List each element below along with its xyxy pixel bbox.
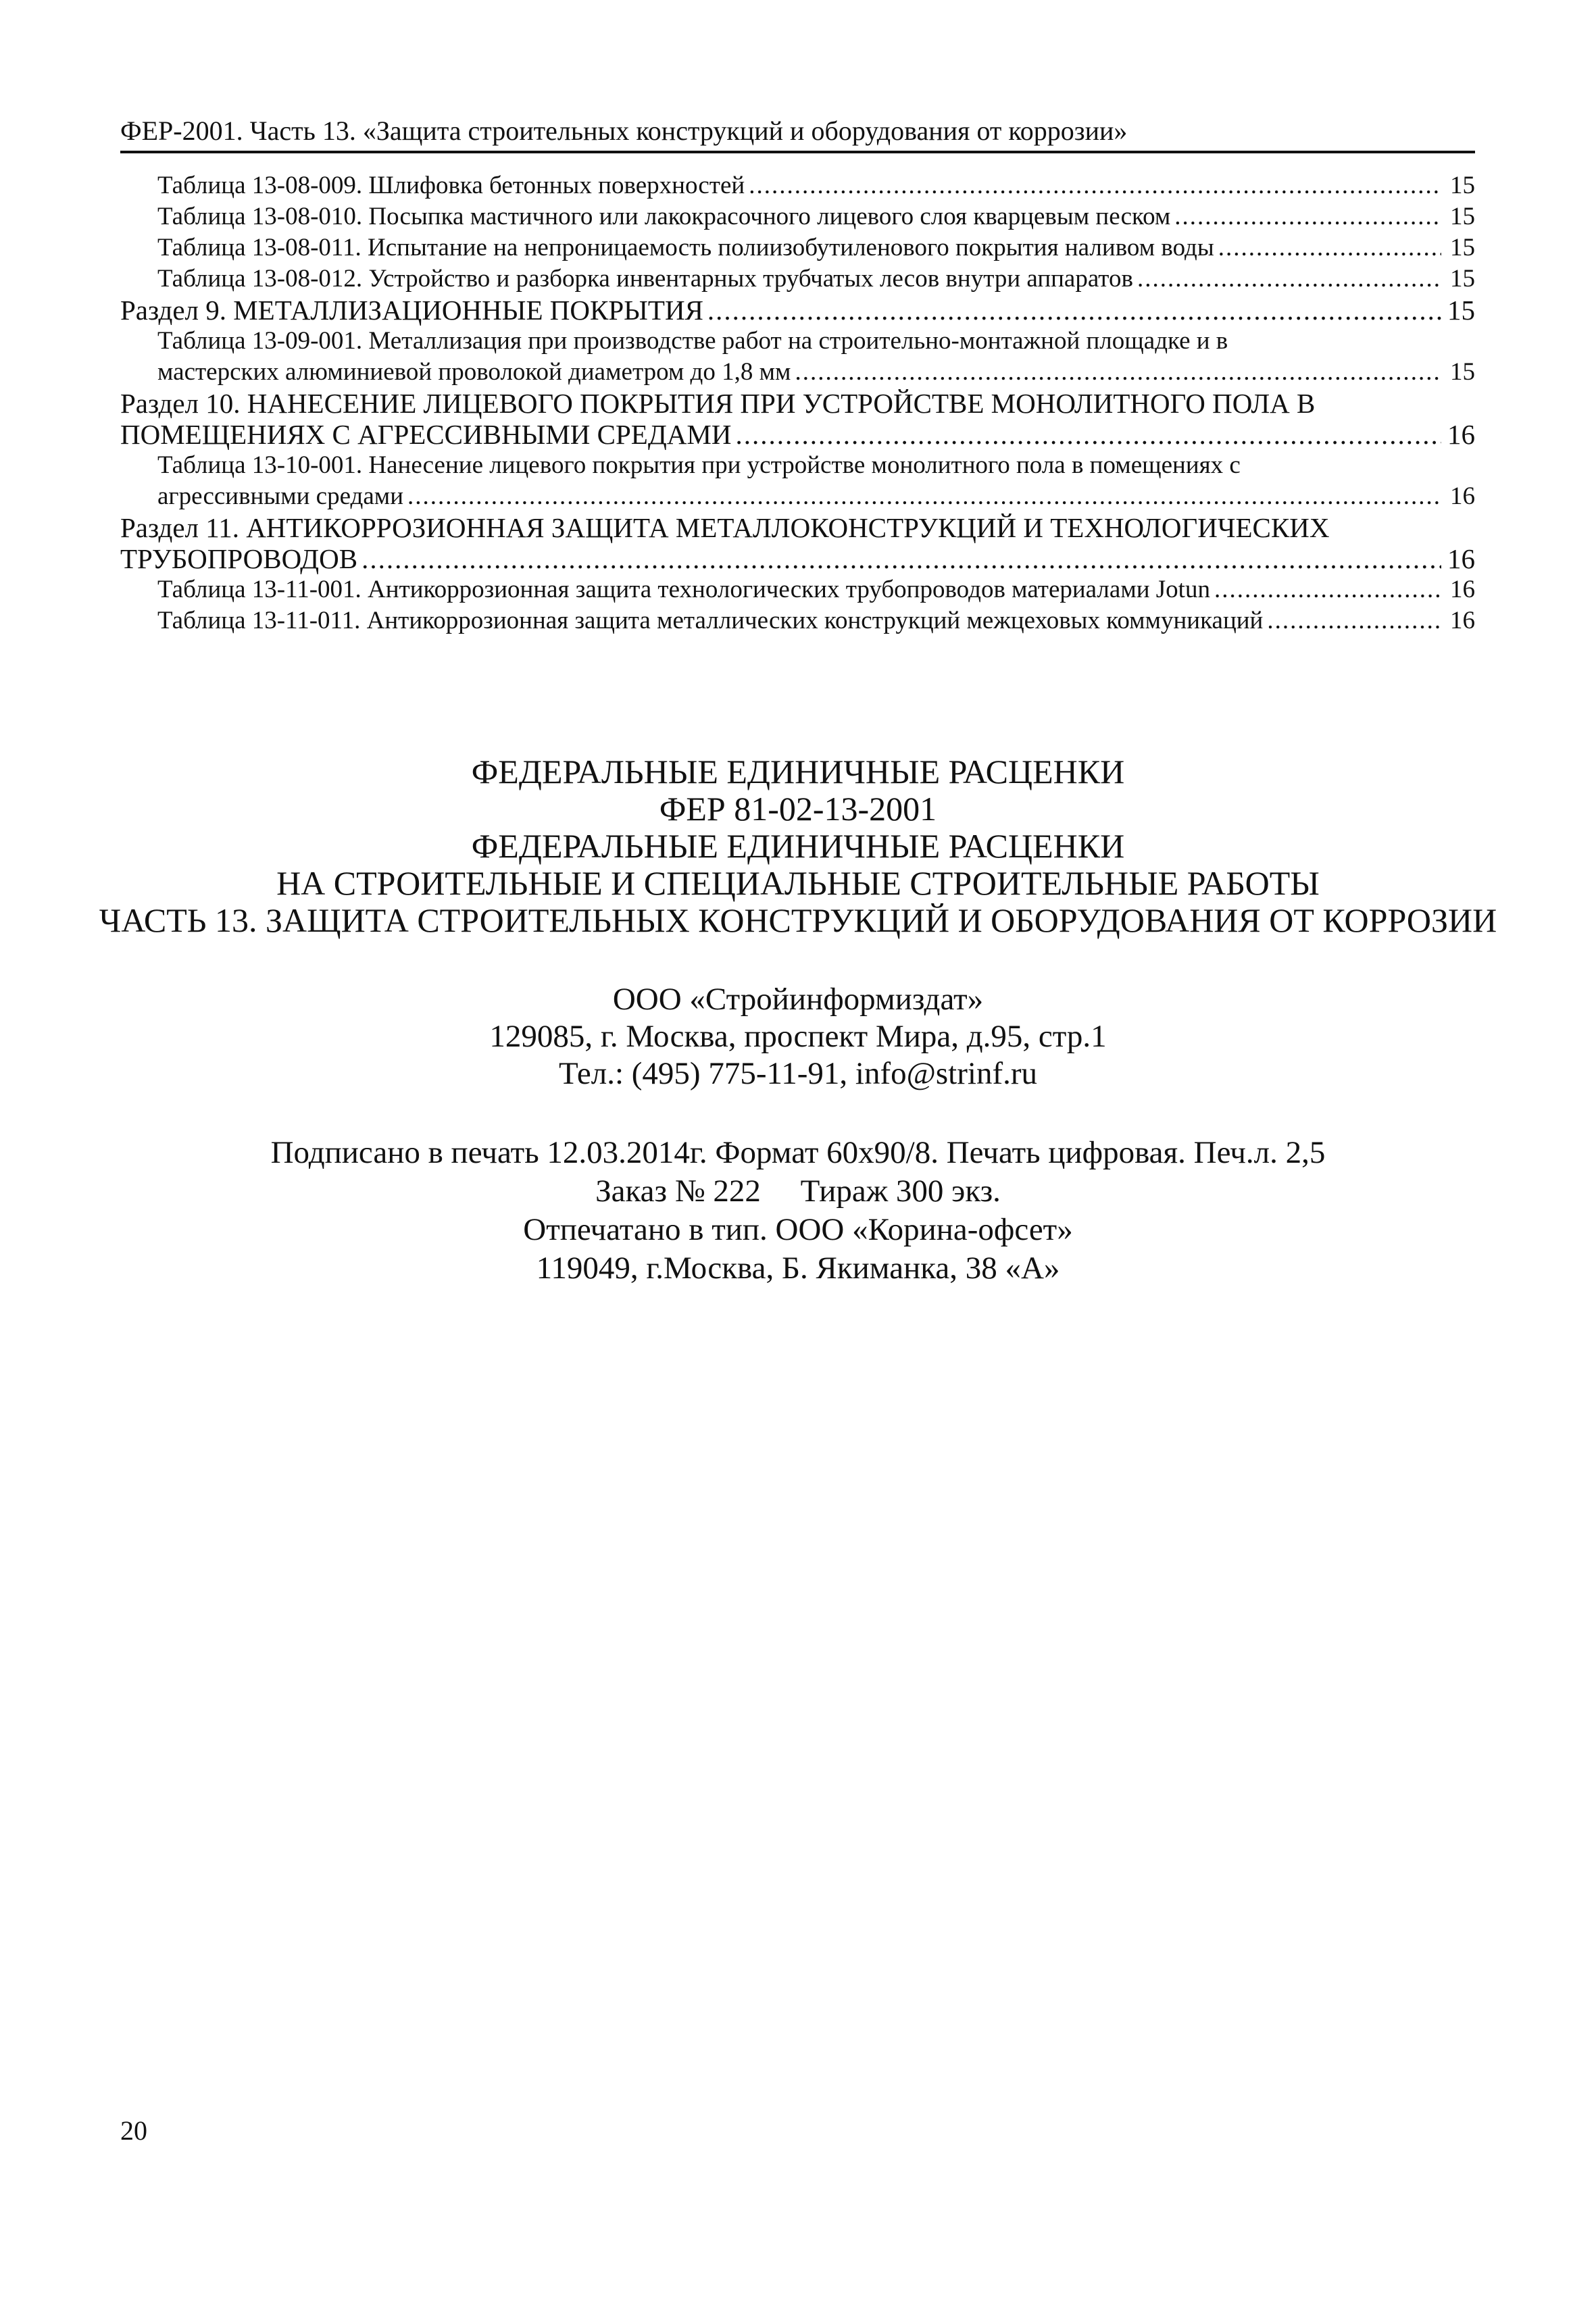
- toc-entry-text: Таблица 13-09-001. Металлизация при производстве работ на строительно-монтажной площадке и в: [157, 327, 1228, 355]
- toc-page-number: 15: [1450, 234, 1475, 261]
- toc-entry-row: [157, 574, 1475, 605]
- toc-entry-text: Таблица 13-08-009. Шлифовка бетонных поверхностей: [157, 172, 745, 199]
- toc-table-entry: [120, 574, 1475, 605]
- toc-entry-text: Таблица 13-11-001. Антикоррозионная защита технологических трубопроводов материалами Jotun: [157, 576, 1210, 603]
- toc-entry-row: [157, 263, 1475, 295]
- dot-leader: [749, 170, 1441, 201]
- toc-table-entry: [120, 263, 1475, 295]
- dot-leader: [407, 481, 1441, 512]
- title-line: ФЕДЕРАЛЬНЫЕ ЕДИНИЧНЫЕ РАСЦЕНКИ: [471, 827, 1125, 865]
- document-code: ФЕР 81-02-13-2001: [659, 790, 937, 828]
- toc-entry-text: Таблица 13-10-001. Нанесение лицевого покрытия при устройстве монолитного пола в помещениях с: [157, 451, 1241, 479]
- toc-page-number: 16: [1450, 607, 1475, 634]
- toc-entry-text: Таблица 13-08-010. Посыпка мастичного или лакокрасочного лицевого слоя кварцевым песком: [157, 203, 1171, 230]
- dot-leader: [1218, 232, 1441, 263]
- toc-page-number: 16: [1450, 482, 1475, 510]
- title-line: ФЕДЕРАЛЬНЫЕ ЕДИНИЧНЫЕ РАСЦЕНКИ: [471, 753, 1125, 790]
- toc-entry-row: [157, 605, 1475, 636]
- toc-entry-text: Таблица 13-11-011. Антикоррозионная защита металлических конструкций межцеховых коммуникаций: [157, 607, 1264, 634]
- toc-table-entry: [120, 170, 1475, 201]
- toc-entry-text: Раздел 11. АНТИКОРРОЗИОННАЯ ЗАЩИТА МЕТАЛЛОКОНСТРУКЦИЙ И ТЕХНОЛОГИЧЕСКИХ: [120, 512, 1330, 543]
- toc-entry-text: Раздел 10. НАНЕСЕНИЕ ЛИЦЕВОГО ПОКРЫТИЯ ПРИ УСТРОЙСТВЕ МОНОЛИТНОГО ПОЛА В: [120, 388, 1316, 419]
- toc-entry-text: мастерских алюминиевой проволокой диаметром до 1,8 мм: [157, 358, 791, 386]
- toc-table-entry: [120, 201, 1475, 232]
- toc-section-entry: [120, 388, 1475, 450]
- table-of-contents: [120, 170, 1475, 636]
- toc-entry-text: агрессивными средами: [157, 482, 404, 510]
- toc-table-entry: [120, 326, 1475, 388]
- toc-entry-row: [157, 232, 1475, 263]
- toc-section-entry: [120, 512, 1475, 574]
- toc-table-entry: [120, 450, 1475, 512]
- dot-leader: [1214, 574, 1441, 605]
- dot-leader: [707, 295, 1441, 326]
- running-header: ФЕР-2001. Часть 13. «Защита строительных конструкций и оборудования от коррозии»: [120, 116, 1128, 146]
- header-rule: [120, 151, 1475, 153]
- toc-page-number: 16: [1450, 576, 1475, 603]
- page-number: 20: [120, 2115, 147, 2146]
- dot-leader: [1174, 201, 1441, 232]
- title-line: НА СТРОИТЕЛЬНЫЕ И СПЕЦИАЛЬНЫЕ СТРОИТЕЛЬНЫЕ РАБОТЫ: [276, 864, 1320, 902]
- toc-entry-text: ПОМЕЩЕНИЯХ С АГРЕССИВНЫМИ СРЕДАМИ: [120, 419, 732, 450]
- dot-leader: [361, 543, 1441, 574]
- toc-entry-row: [157, 357, 1475, 388]
- dot-leader: [1137, 263, 1441, 295]
- toc-page-number: 15: [1447, 295, 1475, 326]
- publisher-contacts: Тел.: (495) 775-11-91, info@strinf.ru: [558, 1056, 1037, 1091]
- toc-entry-row: [120, 543, 1475, 574]
- dot-leader: [735, 419, 1441, 450]
- part-title: ЧАСТЬ 13. ЗАЩИТА СТРОИТЕЛЬНЫХ КОНСТРУКЦИЙ И ОБОРУДОВАНИЯ ОТ КОРРОЗИИ: [99, 901, 1497, 939]
- imprint-printer-address: 119049, г.Москва, Б. Якиманка, 38 «А»: [536, 1251, 1060, 1286]
- toc-entry-row: [157, 481, 1475, 512]
- publisher-block: [0, 981, 1596, 1092]
- toc-page-number: 15: [1450, 358, 1475, 386]
- toc-table-entry: [120, 605, 1475, 636]
- toc-entry-text: ТРУБОПРОВОДОВ: [120, 543, 358, 574]
- imprint-order: Заказ № 222 Тираж 300 экз.: [595, 1174, 1001, 1209]
- dot-leader: [795, 357, 1441, 388]
- imprint-block: [0, 1134, 1596, 1288]
- toc-entry-text: Таблица 13-08-011. Испытание на непроницаемость полиизобутиленового покрытия наливом воды: [157, 234, 1214, 261]
- imprint-signed: Подписано в печать 12.03.2014г. Формат 60х90/8. Печать цифровая. Печ.л. 2,5: [270, 1135, 1326, 1170]
- toc-table-entry: [120, 232, 1475, 263]
- toc-section-entry: [120, 295, 1475, 326]
- imprint-printed-by: Отпечатано в тип. ООО «Корина-офсет»: [523, 1212, 1073, 1247]
- publisher-name: ООО «Стройинформиздат»: [612, 982, 984, 1017]
- toc-entry-row: [157, 201, 1475, 232]
- toc-entry-row: [120, 295, 1475, 326]
- publisher-address: 129085, г. Москва, проспект Мира, д.95, стр.1: [489, 1019, 1107, 1054]
- dot-leader: [1267, 605, 1441, 636]
- toc-entry-text: Таблица 13-08-012. Устройство и разборка инвентарных трубчатых лесов внутри аппаратов: [157, 265, 1133, 293]
- toc-page-number: 16: [1447, 543, 1475, 574]
- toc-entry-text: Раздел 9. МЕТАЛЛИЗАЦИОННЫЕ ПОКРЫТИЯ: [120, 295, 703, 326]
- title-block: [0, 753, 1596, 939]
- toc-entry-row: [120, 419, 1475, 450]
- toc-page-number: 15: [1450, 265, 1475, 293]
- toc-entry-row: [157, 170, 1475, 201]
- toc-page-number: 16: [1447, 419, 1475, 450]
- toc-page-number: 15: [1450, 172, 1475, 199]
- toc-page-number: 15: [1450, 203, 1475, 230]
